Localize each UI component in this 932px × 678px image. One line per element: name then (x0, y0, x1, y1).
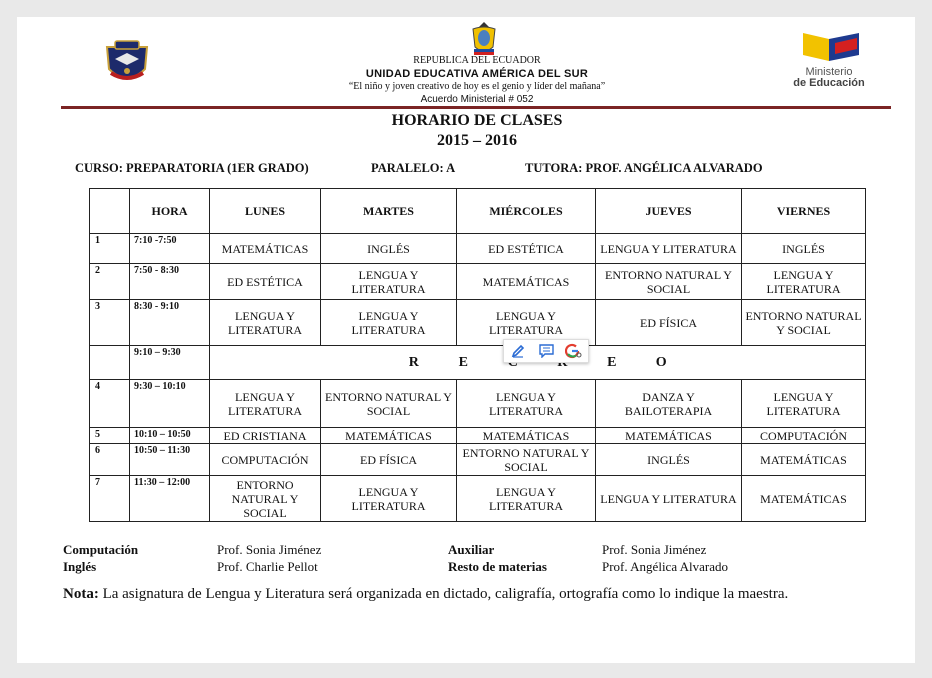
header-agreement: Acuerdo Ministerial # 052 (420, 94, 534, 105)
table-cell: MATEMÁTICAS (596, 428, 742, 444)
table-cell: ENTORNO NATURAL Y SOCIAL (596, 264, 742, 300)
table-cell: COMPUTACIÓN (210, 444, 321, 476)
table-cell: MATEMÁTICAS (457, 264, 596, 300)
table-cell: MATEMÁTICAS (210, 234, 321, 264)
header-cell: MIÉRCOLES (457, 189, 596, 234)
table-cell: ED ESTÉTICA (457, 234, 596, 264)
receso-row (90, 346, 866, 380)
table-row (90, 444, 866, 476)
document-page (17, 17, 915, 663)
table-cell: ED FÍSICA (596, 300, 742, 346)
ministry-logo (787, 29, 871, 91)
table-cell: LENGUA Y LITERATURA (321, 476, 457, 522)
period-time: 8:30 - 9:10 (130, 300, 210, 346)
period-number: 6 (90, 444, 130, 476)
table-cell: MATEMÁTICAS (457, 428, 596, 444)
period-number: 3 (90, 300, 130, 346)
table-cell: ENTORNO NATURAL Y SOCIAL (457, 444, 596, 476)
receso-letter: E (458, 354, 468, 370)
pencil-icon (511, 344, 525, 358)
ministry-name-line2: de Educación (793, 77, 865, 89)
period-time: 9:10 – 9:30 (130, 346, 210, 380)
table-row (90, 300, 866, 346)
table-cell: INGLÉS (742, 234, 866, 264)
ministry-name-line1: Ministerio (805, 66, 853, 78)
table-cell: LENGUA Y LITERATURA (210, 300, 321, 346)
table-cell: LENGUA Y LITERATURA (457, 380, 596, 428)
table-cell: LENGUA Y LITERATURA (596, 234, 742, 264)
table-cell: LENGUA Y LITERATURA (457, 476, 596, 522)
header-divider (61, 106, 891, 109)
period-time: 10:50 – 11:30 (130, 444, 210, 476)
table-cell: ED FÍSICA (321, 444, 457, 476)
ministry-book-icon (787, 29, 871, 69)
google-search-icon (565, 343, 583, 359)
period-number: 1 (90, 234, 130, 264)
table-cell: LENGUA Y LITERATURA (321, 264, 457, 300)
header-cell: MARTES (321, 189, 457, 234)
note-text: La asignatura de Lengua y Literatura será organizada en dictado, caligrafía, ortografía como lo indique la maestra. (98, 586, 789, 602)
table-cell: LENGUA Y LITERATURA (742, 380, 866, 428)
table-row (90, 264, 866, 300)
edit-button[interactable] (508, 342, 528, 360)
table-cell: ENTORNO NATURAL Y SOCIAL (321, 380, 457, 428)
comment-icon (539, 344, 554, 358)
schedule-title: HORARIO DE CLASES (391, 112, 563, 129)
table-cell: ED ESTÉTICA (210, 264, 321, 300)
table-cell: ENTORNO NATURAL Y SOCIAL (210, 476, 321, 522)
teacher-name: Prof. Charlie Pellot (217, 559, 318, 574)
period-number: 4 (90, 380, 130, 428)
header-cell: HORA (130, 189, 210, 234)
subject-label: Resto de materias (448, 559, 547, 574)
teacher-name: Prof. Sonia Jiménez (217, 542, 322, 557)
table-row (90, 380, 866, 428)
table-cell: ED CRISTIANA (210, 428, 321, 444)
table-cell: INGLÉS (596, 444, 742, 476)
table-cell: LENGUA Y LITERATURA (321, 300, 457, 346)
note-paragraph (63, 584, 863, 604)
header-school-name: UNIDAD EDUCATIVA AMÉRICA DEL SUR (365, 68, 589, 80)
table-row (90, 234, 866, 264)
table-cell: ENTORNO NATURAL Y SOCIAL (742, 300, 866, 346)
period-number: 7 (90, 476, 130, 522)
comment-button[interactable] (536, 342, 556, 360)
table-cell: LENGUA Y LITERATURA (596, 476, 742, 522)
header-motto: “El niño y joven creativo de hoy es el genio y líder del mañana” (348, 81, 606, 92)
paralelo-label: PARALELO: A (371, 161, 456, 175)
note-label: Nota: (63, 586, 99, 602)
table-cell: LENGUA Y LITERATURA (742, 264, 866, 300)
schedule-table (89, 188, 866, 522)
receso-letter: R (408, 354, 419, 370)
period-time: 11:30 – 12:00 (130, 476, 210, 522)
table-cell: COMPUTACIÓN (742, 428, 866, 444)
table-row (90, 476, 866, 522)
period-number: 5 (90, 428, 130, 444)
table-cell: DANZA Y BAILOTERAPIA (596, 380, 742, 428)
school-crest-icon (101, 37, 153, 89)
course-label: CURSO: PREPARATORIA (1ER GRADO) (75, 161, 309, 175)
table-cell: LENGUA Y LITERATURA (210, 380, 321, 428)
table-cell: LENGUA Y LITERATURA (457, 300, 596, 346)
table-cell: MATEMÁTICAS (742, 444, 866, 476)
schedule-year: 2015 – 2016 (437, 132, 517, 149)
header-cell: JUEVES (596, 189, 742, 234)
teacher-name: Prof. Sonia Jiménez (602, 542, 707, 557)
receso-letter: O (655, 354, 667, 370)
header-cell: VIERNES (742, 189, 866, 234)
header-republic: REPUBLICA DEL ECUADOR (413, 55, 541, 66)
table-cell: INGLÉS (321, 234, 457, 264)
subject-label: Computación (63, 542, 139, 557)
table-cell: MATEMÁTICAS (742, 476, 866, 522)
table-row (90, 428, 866, 444)
period-number: 2 (90, 264, 130, 300)
table-cell: MATEMÁTICAS (321, 428, 457, 444)
receso-letter: E (607, 354, 617, 370)
period-time: 7:10 -7:50 (130, 234, 210, 264)
period-time: 10:10 – 10:50 (130, 428, 210, 444)
period-time: 9:30 – 10:10 (130, 380, 210, 428)
selection-toolbar (503, 339, 589, 363)
subject-label: Inglés (63, 559, 97, 574)
subject-label: Auxiliar (448, 542, 495, 557)
ecuador-coat-of-arms-icon (469, 21, 499, 57)
period-time: 7:50 - 8:30 (130, 264, 210, 300)
table-header-row (90, 189, 866, 234)
header-cell: LUNES (210, 189, 321, 234)
teacher-name: Prof. Angélica Alvarado (602, 559, 728, 574)
header-cell (90, 189, 130, 234)
google-search-button[interactable] (564, 342, 584, 360)
tutora-label: TUTORA: PROF. ANGÉLICA ALVARADO (525, 161, 763, 175)
period-number (90, 346, 130, 380)
